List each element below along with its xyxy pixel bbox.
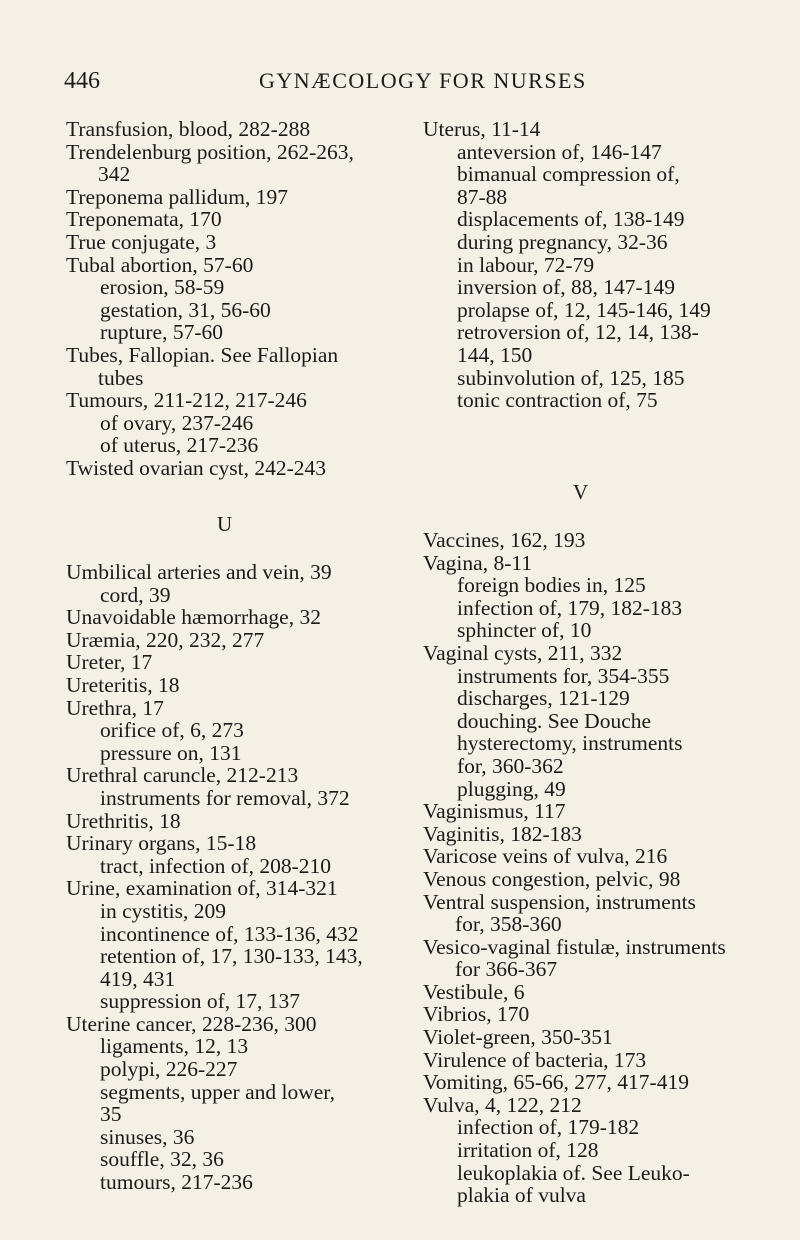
index-entry: Violet-green, 350-351 — [423, 1025, 613, 1050]
index-subentry: in labour, 72-79 — [457, 252, 595, 277]
index-entry: Uræmia, 220, 232, 277 — [66, 627, 265, 652]
index-subentry: segments, upper and lower, — [100, 1079, 335, 1104]
index-subentry: souffle, 32, 36 — [100, 1147, 224, 1172]
index-entry: Vagina, 8-11 — [423, 550, 533, 575]
running-head: GYNÆCOLOGY FOR NURSES — [259, 68, 587, 93]
index-entry: Vaginitis, 182-183 — [423, 821, 582, 846]
index-subentry: orifice of, 6, 273 — [100, 718, 244, 743]
index-entry: Treponema pallidum, 197 — [66, 184, 288, 209]
index-subentry: of uterus, 217-236 — [100, 433, 259, 458]
index-entry: Urethritis, 18 — [66, 808, 181, 833]
index-subentry: pressure on, 131 — [100, 740, 242, 765]
page-number: 446 — [64, 68, 100, 94]
index-subentry: sphincter of, 10 — [457, 618, 592, 643]
index-subentry: 144, 150 — [457, 342, 533, 367]
index-entry: Vomiting, 65-66, 277, 417-419 — [423, 1070, 689, 1095]
index-entry: Twisted ovarian cyst, 242-243 — [66, 455, 327, 480]
index-subentry: for, 360-362 — [457, 753, 564, 778]
index-subentry: incontinence of, 133-136, 432 — [100, 921, 359, 946]
index-entry: Varicose veins of vulva, 216 — [423, 844, 668, 869]
index-entry: Urinary organs, 15-18 — [66, 831, 257, 856]
index-subentry: tubes — [98, 365, 144, 390]
index-entry: Urine, examination of, 314-321 — [66, 876, 338, 901]
index-subentry: 419, 431 — [100, 966, 176, 991]
index-subentry: cord, 39 — [100, 582, 171, 607]
index-entry: Vaginismus, 117 — [423, 799, 566, 824]
index-entry: Virulence of bacteria, 173 — [423, 1047, 647, 1072]
index-entry: Urethral caruncle, 212-213 — [66, 763, 299, 788]
index-entry: Treponemata, 170 — [66, 207, 222, 232]
index-subentry: retention of, 17, 130-133, 143, — [100, 944, 363, 969]
index-subentry: plakia of vulva — [457, 1183, 586, 1208]
index-column-right-top — [423, 118, 748, 412]
index-subentry: tumours, 217-236 — [100, 1170, 253, 1195]
index-subentry: for, 358-360 — [455, 912, 562, 937]
index-column-right-v — [423, 529, 748, 1207]
index-entry: Vesico-vaginal fistulæ, instruments — [423, 934, 726, 959]
index-column-left-u — [66, 561, 391, 1194]
index-subentry: anteversion of, 146-147 — [457, 139, 662, 164]
index-entry: Vestibule, 6 — [423, 979, 525, 1004]
index-subentry: 35 — [100, 1102, 122, 1127]
index-subentry: in cystitis, 209 — [100, 898, 227, 923]
index-entry: Ureter, 17 — [66, 650, 153, 675]
index-entry: Venous congestion, pelvic, 98 — [423, 866, 681, 891]
index-subentry: polypi, 226-227 — [100, 1057, 238, 1082]
index-subentry: bimanual compression of, — [457, 162, 680, 187]
index-subentry: of ovary, 237-246 — [100, 410, 254, 435]
index-subentry: infection of, 179, 182-183 — [457, 595, 683, 620]
index-entry: Vulva, 4, 122, 212 — [423, 1092, 582, 1117]
index-entry: Tubal abortion, 57-60 — [66, 252, 254, 277]
index-column-left-top — [66, 118, 391, 480]
index-entry: Vaginal cysts, 211, 332 — [423, 640, 623, 665]
index-entry: Transfusion, blood, 282-288 — [66, 117, 311, 141]
index-subentry: hysterectomy, instruments — [457, 731, 683, 756]
index-entry: Uterus, 11-14 — [423, 117, 541, 141]
index-subentry: irritation of, 128 — [457, 1138, 599, 1163]
index-entry: Trendelenburg position, 262-263, — [66, 139, 354, 164]
index-subentry: suppression of, 17, 137 — [100, 989, 301, 1014]
index-subentry: retroversion of, 12, 14, 138- — [457, 320, 699, 345]
section-letter-v: V — [573, 480, 589, 504]
index-subentry: instruments for removal, 372 — [100, 785, 350, 810]
index-entry: Tumours, 211-212, 217-246 — [66, 388, 307, 413]
index-subentry: 342 — [98, 162, 131, 187]
index-subentry: tonic contraction of, 75 — [457, 388, 658, 413]
index-subentry: displacements of, 138-149 — [457, 207, 685, 232]
index-subentry: instruments for, 354-355 — [457, 663, 670, 688]
index-entry: Unavoidable hæmorrhage, 32 — [66, 605, 321, 630]
index-entry: Ureteritis, 18 — [66, 672, 180, 697]
index-entry: True conjugate, 3 — [66, 229, 217, 254]
index-entry: Uterine cancer, 228-236, 300 — [66, 1011, 317, 1036]
index-subentry: prolapse of, 12, 145-146, 149 — [457, 297, 711, 322]
index-subentry: rupture, 57-60 — [100, 320, 223, 345]
index-entry: Ventral suspension, instruments — [423, 889, 696, 914]
index-subentry: infection of, 179-182 — [457, 1115, 640, 1140]
index-entry: Tubes, Fallopian. See Fallopian — [66, 342, 339, 367]
index-subentry: tract, infection of, 208-210 — [100, 853, 332, 878]
index-subentry: douching. See Douche — [457, 708, 652, 733]
index-subentry: leukoplakia of. See Leuko- — [457, 1160, 690, 1185]
index-subentry: erosion, 58-59 — [100, 275, 225, 300]
section-letter-u: U — [217, 512, 233, 536]
index-entry: Urethra, 17 — [66, 695, 164, 720]
index-subentry: gestation, 31, 56-60 — [100, 297, 271, 322]
index-subentry: plugging, 49 — [457, 776, 566, 801]
index-subentry: foreign bodies in, 125 — [457, 573, 646, 598]
index-subentry: for 366-367 — [455, 957, 558, 982]
index-subentry: inversion of, 88, 147-149 — [457, 275, 675, 300]
page-header — [64, 68, 704, 98]
index-subentry: sinuses, 36 — [100, 1124, 195, 1149]
index-subentry: 87-88 — [457, 184, 508, 209]
index-entry: Vibrios, 170 — [423, 1002, 530, 1027]
index-entry: Umbilical arteries and vein, 39 — [66, 560, 332, 584]
index-entry: Vaccines, 162, 193 — [423, 528, 586, 552]
index-subentry: during pregnancy, 32-36 — [457, 229, 668, 254]
index-subentry: discharges, 121-129 — [457, 686, 630, 711]
index-subentry: ligaments, 12, 13 — [100, 1034, 249, 1059]
index-subentry: subinvolution of, 125, 185 — [457, 365, 685, 390]
